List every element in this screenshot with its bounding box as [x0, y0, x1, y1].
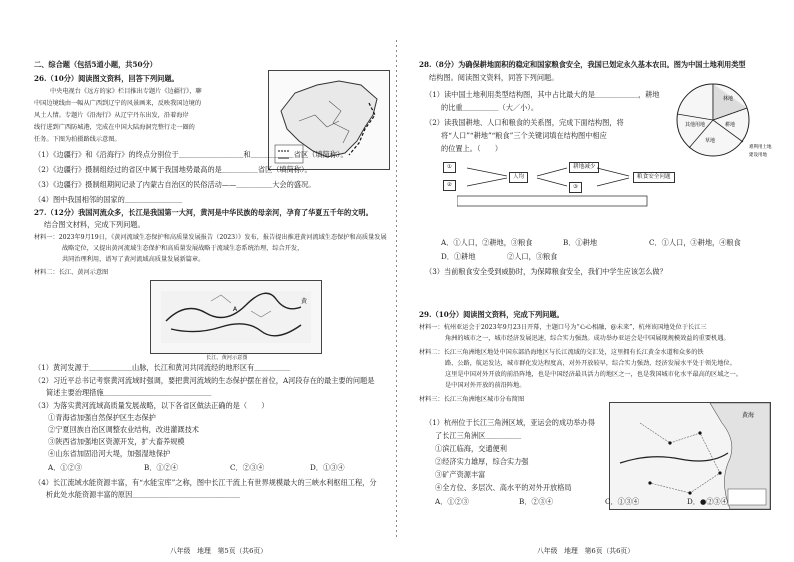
q26-item3-tail: 大会的盛况。	[272, 180, 316, 189]
q29-material2: 是中国对外开放的前沿阵地。	[445, 382, 526, 389]
map-caption: 长江、黄河示意图	[206, 355, 248, 361]
q29-header: 29.（10分）阅读图文资料，完成下列问题。	[419, 310, 564, 319]
q29-item1: （1）杭州位于长江三角洲区域，亚运会的成功举办得	[425, 418, 595, 427]
q28-item1: （1）读中国土地利用类型结构图，其中占比最大的是	[425, 90, 595, 99]
option: ③陕西省加强地区资源开发，扩大畜养规模	[48, 437, 185, 446]
q27-item4: （4）长江流域水能资源丰富，有“水能宝库”之称，图中长江干流上有世界规模最大的三峡水利枢纽工程，分	[34, 478, 377, 487]
choice-d[interactable]: D．●②③④	[687, 497, 728, 506]
pie-label: 建设用地	[749, 153, 767, 158]
q26-text: 风土人情。专题片《沿海行》从辽宁丹东出发，沿着海岸	[34, 112, 189, 119]
q29-material2: 材料二：长江三角洲地区地处中国东部沿海地区与长江流域的交汇处，这里拥有长江黄金水道和众多的铁	[419, 349, 704, 356]
choice-d-tail: ②人口，③粮食	[507, 252, 558, 261]
q26-item3: （3）《边疆行》摄制组期间记录了内蒙古自治区的民俗活动——	[34, 180, 237, 189]
flow-node: ①	[443, 162, 456, 173]
choice-b[interactable]: B．①②④	[144, 463, 179, 472]
pie-label: 难利用土地	[749, 145, 772, 150]
q29-material3: 材料三：长江三角洲地区城市分布简图	[419, 396, 525, 403]
q26-text: 线行进到广西防城港，完成在中国大陆海洞完整行走一圈的	[34, 124, 195, 131]
q26-item4: （4）图中我国相邻的国家的	[34, 195, 125, 204]
option: ④山东省加固沿河大堤，加强湿地保护	[48, 449, 171, 458]
q28-item1c: 的比重	[441, 103, 463, 112]
q26-item2: （2）《边疆行》摄制组经过的省区中属于我国地势最高的是	[34, 165, 222, 174]
svg-text:黄: 黄	[301, 298, 308, 305]
q26-item2-tail: 省区（填简称）。	[257, 165, 312, 174]
q26-item1: （1）《边疆行》和《沿海行》的终点分别位于	[34, 150, 179, 159]
choice-b[interactable]: B．①耕地	[563, 238, 598, 247]
right-page	[397, 0, 794, 562]
land-use-pie-chart	[665, 78, 775, 164]
choice-d[interactable]: D．①③④	[310, 463, 345, 472]
flow-arrows	[457, 158, 657, 208]
map-sea-label: 黄海	[742, 412, 755, 419]
q27-material1: 战略定位，又提出黄河流域生态保护和高质量发展战略于流域生态系统治理，综合开发，	[62, 245, 304, 252]
answer-blank[interactable]: ＿＿＿＿＿＿＿＿＿＿＿＿＿＿＿	[103, 388, 212, 397]
q28-header: 28.（8分）为确保耕地面积的稳定和国家粮食安全，我国已划定永久基本农田。图为中国土地利用类型	[419, 60, 746, 69]
answer-blank[interactable]: ＿＿＿＿＿＿	[88, 363, 133, 372]
flow-node: 粮食安全问题	[633, 172, 675, 183]
section-title: 二、综合题（包括5道小题，共50分）	[34, 60, 157, 69]
choice-c[interactable]: C．①③④	[605, 497, 640, 506]
pie-label: 耕地	[725, 122, 736, 128]
q29-material1: 角洲的城市之一，城市经济发展迅速，综合实力强劲。成功举办亚运会是中国展现规模效益的重要机遇。	[445, 335, 730, 342]
choice-a[interactable]: A．①人口，②耕地，③粮食	[441, 238, 533, 247]
yangtze-delta-city-map	[609, 402, 771, 510]
q28-sub: 结构图。阅读图文资料，同答下列问题。	[429, 73, 559, 82]
page-footer: 八年级 地理 第5页（共6页）	[170, 547, 268, 555]
answer-blank[interactable]: ＿＿＿＿＿＿	[250, 150, 294, 159]
choice-c[interactable]: C．②③④	[230, 463, 265, 472]
q29-item1b: 了长江三角洲区	[435, 431, 486, 440]
flow-node: ②	[443, 180, 456, 191]
option: ①滨江临海，交通便利	[435, 444, 507, 453]
q26-item1-tail: 省区（填简称）。	[293, 150, 348, 159]
q27-item3: （3）为落实黄河流域高质量发展战略，以下各省区做法正确的是（ ）	[34, 401, 269, 410]
q29-material2: 路、公路，航运发达，城市群化发达程度高，对外开放较早，综合实力强劲，经济发展水平处于领先地位。	[445, 360, 736, 367]
choice-b[interactable]: B．②③④	[519, 497, 554, 506]
answer-blank[interactable]: ＿＿＿＿＿＿＿＿＿＿＿＿＿＿＿	[132, 490, 241, 499]
choice-a[interactable]: A．①②③	[435, 497, 469, 506]
flow-node: 耕地减少	[569, 162, 599, 173]
flow-node: 人均	[509, 172, 528, 183]
pie-label: 草地	[705, 138, 716, 144]
answer-blank[interactable]: ＿＿＿＿＿＿＿＿	[124, 195, 183, 204]
answer-blank[interactable]: ＿＿＿＿＿	[485, 431, 522, 440]
yangtze-yellow-river-map	[150, 280, 322, 354]
q27-sub: 结合图文材料，完成下列问题。	[44, 220, 145, 229]
q28-item3: （3）当前粮食安全受到威胁时，为保障粮食安全，我们中学生应该怎么做？	[425, 267, 667, 276]
page-footer: 八年级 地理 第6页（共6页）	[537, 547, 635, 555]
q26-header: 26.（10分）阅读图文资料，回答下列问题。	[34, 74, 179, 83]
q27-item2b: 简述主要治理措施	[46, 388, 104, 397]
answer-blank[interactable]: ＿＿＿＿＿＿＿＿＿	[178, 150, 244, 159]
option: ②经济实力雄厚，综合实力强	[435, 457, 529, 466]
pie-label: 其他用地	[685, 122, 706, 128]
answer-blank[interactable]: ＿＿＿＿＿	[462, 103, 499, 112]
option: ③矿产资源丰富	[435, 470, 486, 479]
q26-text: 任务。下图为拍摄路线示意图。	[34, 136, 121, 143]
q27-item1-tail: 山脉，长江和黄河共同流经的地形区有	[132, 363, 255, 372]
q26-item1-and: 和	[243, 150, 251, 159]
q28-item1-tail: ，耕地	[638, 90, 660, 99]
q27-material1: 材料一：2023年9月19日，《黄河流域生态保护和高质量发展报告（2023）》发布，报告提出推进黄河流域生态保护和高质量发展	[34, 234, 387, 241]
q27-header: 27.（12分）我国河流众多，长江是我国第一大河，黄河是中华民族的母亲河，孕育了华夏五千年的文明。	[34, 208, 373, 217]
q28-item2c: 的位置上。（ ）	[441, 144, 503, 153]
choice-c[interactable]: C．①人口，③耕地，④粮食	[649, 238, 741, 247]
choice-a[interactable]: A．①②③	[48, 463, 82, 472]
answer-blank[interactable]: ＿＿＿＿＿＿	[594, 90, 639, 99]
option: ④全方位、多层次、高水平的对外开放格局	[435, 483, 572, 492]
q27-item1: （1）黄河发源于	[34, 363, 89, 372]
q28-item2: （2）读我国耕地、人口和粮食的关系图，完成下面结构图，将	[425, 118, 624, 127]
svg-text:A: A	[233, 306, 238, 313]
answer-blank[interactable]: ＿＿＿＿＿	[236, 180, 273, 189]
q26-text: 中央电视台《远方的家》栏目推出专题片《边疆行》，聊	[50, 88, 202, 95]
flow-node: ③	[569, 182, 582, 193]
answer-blank[interactable]: ＿＿＿＿＿	[221, 165, 258, 174]
q27-item4b: 析此处水能资源丰富的原因	[46, 490, 133, 499]
choice-d[interactable]: D．①耕地	[441, 252, 476, 261]
q27-item2: （2）习近平总书记考察黄河流域时强调，要把黄河流域的生态保护摆在首位，A河段存在的最主要的问题是	[34, 376, 375, 385]
q28-item1d: （大／小）。	[498, 103, 539, 112]
q27-material1: 共同治理利用，谱写了黄河流域高质量发展新篇章。	[62, 256, 205, 263]
q28-item2b: 将“人口”“耕地”“粮食”三个关键词填在结构图中相应	[441, 131, 607, 140]
q26-text: 中国边境线由一幅从广西到辽宁的风景画来，反映我国边境的	[34, 100, 202, 107]
pie-label: 林地	[723, 96, 734, 102]
answer-blank[interactable]: ＿＿＿＿＿	[254, 363, 291, 372]
option: ②宁夏回族自治区调整农业结构，改进灌溉技术	[48, 425, 199, 434]
option: ①青海省加强自然保护区生态保护	[48, 413, 156, 422]
q27-material2: 材料二：长江、黄河示意图	[34, 269, 109, 276]
q29-material1: 材料一：杭州亚运会于2023年9月23日开幕，主题口号为“心心相融，@未来”，杭州该国地处位于长江三	[419, 324, 707, 331]
q29-material2: 这里是中国对外开放的前沿阵地，也是中国经济最具活力的地区之一，也是我国城市化水平最高的区域之一。	[445, 371, 742, 378]
